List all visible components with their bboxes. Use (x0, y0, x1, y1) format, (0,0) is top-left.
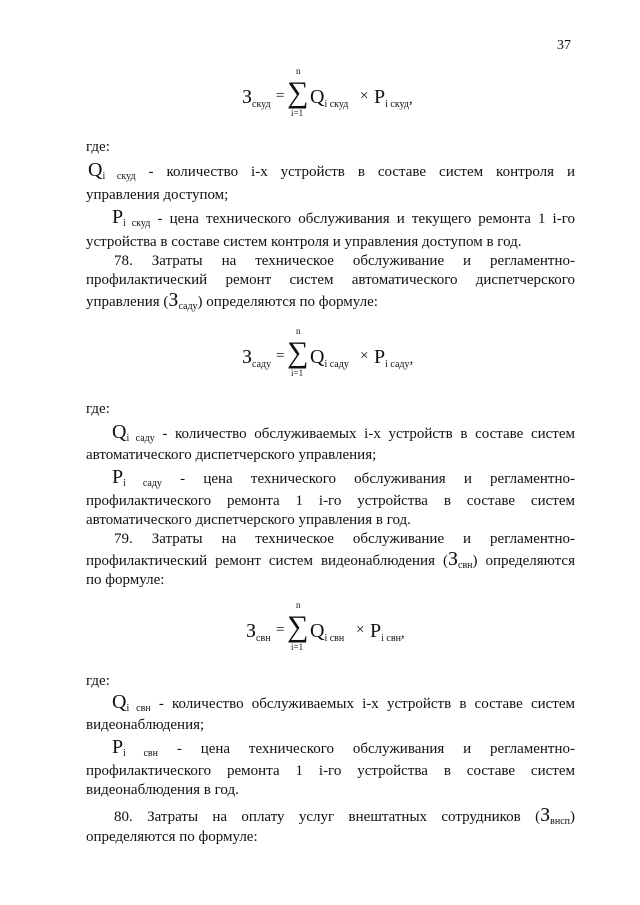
formula-sadu (0, 326, 640, 386)
paragraph-78-line3: управления $(З_{саду})$ определяются по формуле: (86, 289, 378, 312)
sigma-symbol: ∑ (287, 76, 309, 109)
definition-p-sadu-cont: профилактического ремонта 1 i-го устройства в составе систем (86, 493, 575, 509)
definition-q-sadu: $Q_{i саду}$ - количество обслуживаемых i-х устройств в составе систем (112, 421, 575, 444)
where-label: где: (86, 673, 110, 689)
paragraph-78: 78. Затраты на техническое обслуживание и регламентно- (114, 253, 575, 269)
definition-p-skud: $P_{i скуд}$ - цена технического обслуживания и текущего ремонта 1 i-го (112, 206, 576, 229)
definition-p-svn: $P_{i свн}$ - цена технического обслуживания и регламентно- (112, 736, 575, 759)
definition-p-sadu-cont2: автоматического диспетчерского управления в год. (86, 512, 411, 528)
formula-p-term: $P_{i свн}$, (370, 620, 405, 644)
paragraph-78-line2: профилактический ремонт систем автоматического диспетчерского (86, 272, 575, 288)
formula-p-term: $P_{i саду}$, (374, 346, 414, 370)
formula-skud (0, 66, 640, 126)
definition-q-sadu-cont: автоматического диспетчерского управления; (86, 447, 377, 463)
paragraph-80: 80. Затраты на оплату услуг внештатных сотрудников $(З_{внсп})$ (114, 804, 575, 827)
where-label: где: (86, 139, 110, 155)
sum-lower-limit: i=1 (291, 108, 304, 118)
formula-times: × (360, 348, 369, 364)
definition-q-skud: $Q_{i скуд}$ - количество i-х устройств в составе систем контроля и (88, 159, 575, 182)
sum-lower-limit: i=1 (291, 642, 304, 652)
formula-lhs: $З_{свн}$ (246, 620, 271, 644)
definition-p-svn-cont2: видеонаблюдения в год. (86, 782, 239, 798)
definition-p-skud-cont: устройства в составе систем контроля и управления доступом в год. (86, 234, 522, 250)
sum-upper-limit: n (296, 326, 301, 336)
paragraph-80-line2: определяются по формуле: (86, 829, 258, 845)
sum-upper-limit: n (296, 600, 301, 610)
formula-q-term: $Q_{i свн}$ (310, 620, 345, 644)
paragraph-79-line3: по формуле: (86, 572, 165, 588)
formula-equals: = (276, 348, 285, 364)
page-number: 37 (557, 38, 571, 53)
sigma-symbol: ∑ (287, 610, 309, 643)
definition-p-svn-cont: профилактического ремонта 1 i-го устройства в составе систем (86, 763, 575, 779)
paragraph-79: 79. Затраты на техническое обслуживание и регламентно- (114, 531, 575, 547)
formula-lhs: $З_{саду}$ (242, 346, 272, 370)
formula-q-term: $Q_{i скуд}$ (310, 86, 349, 110)
formula-times: × (356, 622, 365, 638)
formula-lhs: $З_{скуд}$ (242, 86, 271, 110)
definition-q-skud-cont: управления доступом; (86, 187, 229, 203)
paragraph-79-line2: профилактический ремонт систем видеонаблюдения $(З_{свн})$ определяются (86, 548, 575, 571)
definition-p-sadu: $P_{i саду}$ - цена технического обслуживания и регламентно- (112, 466, 576, 489)
definition-q-svn: $Q_{i свн}$ - количество обслуживаемых i-х устройств в составе систем (112, 691, 575, 714)
definition-q-svn-cont: видеонаблюдения; (86, 717, 205, 733)
formula-equals: = (276, 88, 285, 104)
formula-equals: = (276, 622, 285, 638)
formula-svn (0, 600, 640, 660)
where-label: где: (86, 401, 110, 417)
formula-times: × (360, 88, 369, 104)
formula-q-term: $Q_{i саду}$ (310, 346, 349, 370)
sum-lower-limit: i=1 (291, 368, 304, 378)
sum-upper-limit: n (296, 66, 301, 76)
formula-p-term: $P_{i скуд}$, (374, 86, 413, 110)
sigma-symbol: ∑ (287, 336, 309, 369)
